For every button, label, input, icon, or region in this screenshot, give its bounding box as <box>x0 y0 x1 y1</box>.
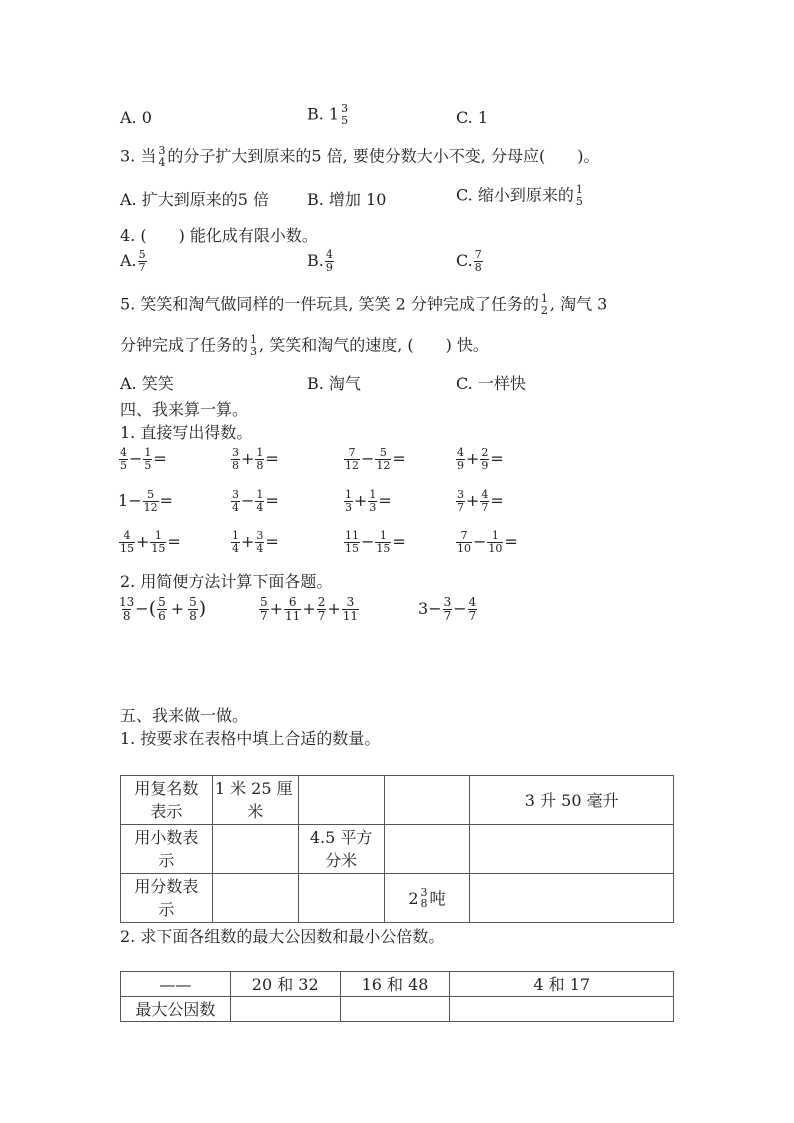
q4-option-a: A. $\frac{5}{7}$ <box>120 248 146 274</box>
fraction: $\frac{2}{9}$ <box>481 446 489 472</box>
q3-option-c: C. 缩小到原来的 1 5 <box>456 183 583 208</box>
table-cell-empty[interactable] <box>212 874 298 923</box>
simple-calc-2: $\frac{5}{7}$ + $\frac{6}{11}$ + $\frac{2}{7}$ + $\frac{3}{11}$ <box>260 595 359 623</box>
calc-expression <box>118 447 167 471</box>
section-5-sub1: 1. 按要求在表格中填上合适的数量。 <box>120 729 381 748</box>
operator: = <box>167 532 181 552</box>
fraction: $\frac{1}{8}$ <box>256 446 264 472</box>
question-5-line1: 5. 笑笑和淘气做同样的一件玩具, 笑笑 2 分钟完成了任务的 1 2 , 淘气 3 <box>120 292 608 317</box>
section-5-title: 五、我来做一做。 <box>120 706 249 725</box>
operator: = <box>392 449 406 469</box>
fraction: $\frac{1}{10}$ <box>488 529 503 555</box>
operator: + <box>241 532 255 552</box>
calc-expression <box>230 447 279 471</box>
question-5-line2: 分钟完成了任务的 1 3 , 笑笑和淘气的速度, ( ) 快。 <box>120 333 489 358</box>
operator: = <box>392 532 406 552</box>
operator: − <box>473 532 487 552</box>
calc-expression <box>343 489 392 513</box>
calc-expression <box>230 489 279 513</box>
operator: = <box>490 449 504 469</box>
operator: = <box>378 491 392 511</box>
operator: − <box>361 532 375 552</box>
calc-expression <box>455 447 504 471</box>
fraction: $\frac{4}{7}$ <box>481 488 489 514</box>
operator: − <box>129 449 143 469</box>
fraction: $\frac{1}{5}$ <box>144 446 152 472</box>
header-cell: 20 和 32 <box>230 972 340 997</box>
table-cell-empty[interactable] <box>470 825 674 874</box>
den: 8 <box>122 608 131 623</box>
table-cell-empty[interactable] <box>450 997 674 1022</box>
q2-option-b: B. 1 3 5 <box>307 102 349 127</box>
table-cell: 3 升 50 毫升 <box>470 776 674 825</box>
table-row <box>121 997 674 1022</box>
fraction: $\frac{7}{12}$ <box>345 446 359 472</box>
calc-expression <box>343 447 406 471</box>
section-5-sub2: 2. 求下面各组数的最大公因数和最小公倍数。 <box>120 927 445 946</box>
calc-expression <box>455 530 518 554</box>
operator: = <box>265 532 279 552</box>
fraction: $\frac{7}{10}$ <box>457 529 471 555</box>
operator: = <box>504 532 518 552</box>
q5-option-c: C. 一样快 <box>456 374 526 393</box>
whole-number: 1 <box>118 491 129 511</box>
fraction: $\frac{3}{7}$ <box>457 488 464 514</box>
calc-expression <box>230 530 279 554</box>
header-cell: 4 和 17 <box>450 972 674 997</box>
fraction: $\frac{1}{15}$ <box>151 529 166 555</box>
table-cell: 1 米 25 厘 米 <box>212 776 298 825</box>
row-header: 用分数表 示 <box>121 874 213 923</box>
fraction: $\frac{1}{3}$ <box>345 488 352 514</box>
fraction: $\frac{1}{15}$ <box>376 529 391 555</box>
calc-expression <box>118 489 173 513</box>
table-cell-empty[interactable] <box>470 874 674 923</box>
section-4-sub1: 1. 直接写出得数。 <box>120 423 253 442</box>
quantity-table <box>120 775 674 923</box>
q4-option-c: C. $\frac{7}{8}$ <box>456 248 482 274</box>
fraction: $\frac{11}{15}$ <box>345 529 359 555</box>
operator: − <box>361 449 375 469</box>
operator: + <box>241 449 255 469</box>
q4-option-b: B. $\frac{4}{9}$ <box>307 248 333 274</box>
operator: + <box>466 449 480 469</box>
frac-b: $\frac{5}{6}$ <box>158 595 166 623</box>
fraction: $\frac{3}{4}$ <box>256 529 264 555</box>
question-3: 3. 当 3 4 的分子扩大到原来的5 倍, 要使分数大小不变, 分母应( )。 <box>120 144 600 169</box>
fraction: $\frac{4}{15}$ <box>120 529 134 555</box>
q3-option-a: A. 扩大到原来的5 倍 <box>120 190 269 209</box>
q3-option-b: B. 增加 10 <box>307 190 387 209</box>
operator: = <box>265 449 279 469</box>
table-cell-empty[interactable] <box>340 997 450 1022</box>
operator: + <box>136 532 150 552</box>
table-header-row <box>121 972 674 997</box>
calc-expression <box>455 489 504 513</box>
q5-option-b: B. 淘气 <box>307 374 361 393</box>
fraction: $\frac{1}{3}$ <box>369 488 377 514</box>
table-row <box>121 874 674 923</box>
table-cell-empty[interactable] <box>384 776 470 825</box>
frac-b: $\frac{6}{11}$ <box>285 595 301 623</box>
fraction-denominator: 5 <box>341 113 349 127</box>
section-4-title: 四、我来算一算。 <box>120 400 249 419</box>
fraction-numerator: 3 <box>341 102 349 115</box>
row-header: 用复名数 表示 <box>121 776 213 825</box>
fraction: $\frac{5}{12}$ <box>143 488 158 514</box>
fraction: $\frac{4}{5}$ <box>120 446 127 472</box>
fraction: $\frac{4}{9}$ <box>457 446 464 472</box>
q2-option-c: C. 1 <box>456 108 489 127</box>
row-header: 最大公因数 <box>121 997 231 1022</box>
frac-c: $\frac{5}{8}$ <box>189 595 197 623</box>
fraction: $\frac{3}{4}$ <box>232 488 239 514</box>
question-4: 4. ( ) 能化成有限小数。 <box>120 226 318 245</box>
gcd-lcm-table <box>120 971 674 1022</box>
calc-expression <box>343 530 406 554</box>
header-cell: —— <box>121 972 231 997</box>
operator: − <box>241 491 255 511</box>
table-cell: 2 3 8 吨 <box>384 874 470 923</box>
table-cell: 4.5 平方 分米 <box>298 825 384 874</box>
frac-d: $\frac{3}{11}$ <box>342 595 359 623</box>
row-header: 用小数表 示 <box>121 825 213 874</box>
q2-option-a: A. 0 <box>120 108 152 127</box>
header-cell: 16 和 48 <box>340 972 450 997</box>
simple-calc-3: 3− $\frac{3}{7}$ − $\frac{4}{7}$ <box>418 595 477 623</box>
frac-c: $\frac{4}{7}$ <box>468 595 477 623</box>
operator: = <box>490 491 504 511</box>
table-cell-empty[interactable] <box>298 874 384 923</box>
fraction: $\frac{5}{12}$ <box>376 446 391 472</box>
frac-b: $\frac{3}{7}$ <box>443 595 452 623</box>
table-row <box>121 776 674 825</box>
calc-expression <box>118 530 181 554</box>
q5-option-a: A. 笑笑 <box>120 374 174 393</box>
operator: + <box>354 491 368 511</box>
num: 13 <box>119 595 135 609</box>
operator: = <box>265 491 279 511</box>
fraction: $\frac{1}{4}$ <box>232 529 239 555</box>
table-cell-empty[interactable] <box>298 776 384 825</box>
table-row <box>121 825 674 874</box>
fraction: $\frac{3}{8}$ <box>232 446 239 472</box>
fraction: $\frac{1}{4}$ <box>256 488 264 514</box>
operator: = <box>159 491 173 511</box>
section-4-sub2: 2. 用简便方法计算下面各题。 <box>120 572 333 591</box>
operator: + <box>466 491 480 511</box>
frac-a: $\frac{5}{7}$ <box>260 595 268 623</box>
operator: − <box>128 491 142 511</box>
table-cell-empty[interactable] <box>230 997 340 1022</box>
table-cell-empty[interactable] <box>212 825 298 874</box>
operator: = <box>153 449 167 469</box>
table-cell-empty[interactable] <box>384 825 470 874</box>
frac-c: $\frac{2}{7}$ <box>317 595 326 623</box>
simple-calc-1: $\frac{13}{8}$ −( $\frac{5}{6}$ + $\frac{5}{8}$ ) <box>119 595 207 623</box>
